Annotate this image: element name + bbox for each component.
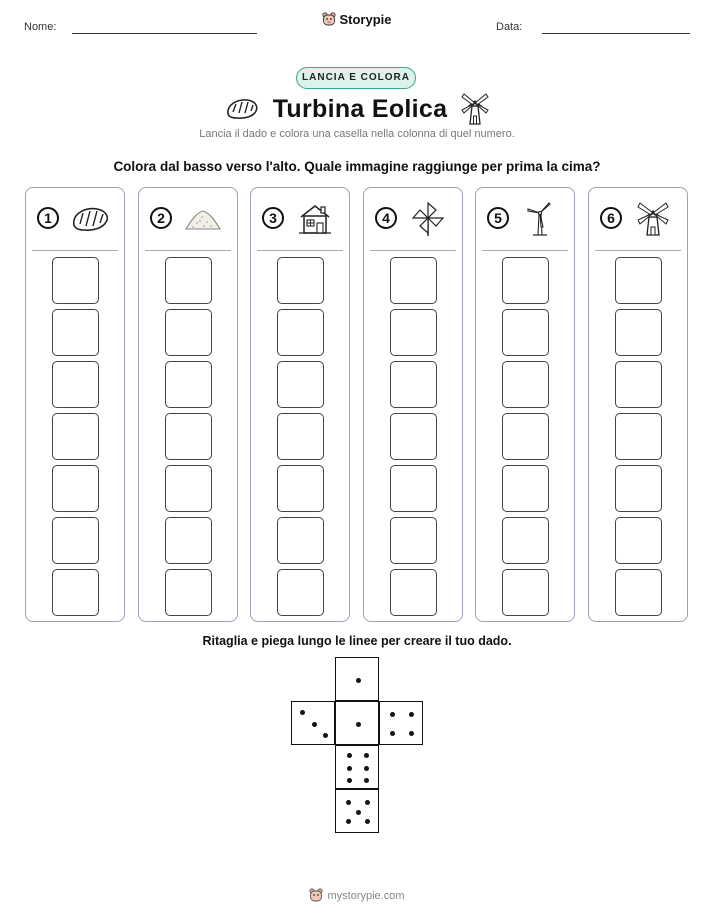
color-box[interactable]	[277, 413, 324, 460]
column-1	[25, 187, 125, 622]
color-box[interactable]	[277, 517, 324, 564]
pinwheel-icon	[408, 201, 448, 237]
color-box[interactable]	[277, 257, 324, 304]
dice-pip	[300, 710, 305, 715]
color-box[interactable]	[390, 309, 437, 356]
column-header	[139, 188, 237, 250]
color-box[interactable]	[165, 413, 212, 460]
column-divider	[145, 250, 231, 251]
dice-pip	[409, 731, 414, 736]
dice-pip	[347, 753, 352, 758]
color-box[interactable]	[165, 517, 212, 564]
color-box[interactable]	[615, 361, 662, 408]
color-box[interactable]	[390, 465, 437, 512]
dice-pip	[364, 753, 369, 758]
column-3	[250, 187, 350, 622]
column-divider	[32, 250, 118, 251]
color-box[interactable]	[52, 465, 99, 512]
color-box[interactable]	[615, 465, 662, 512]
column-header	[589, 188, 687, 250]
storypie-footer-logo-icon	[309, 888, 323, 903]
brand	[0, 12, 714, 30]
color-box[interactable]	[277, 309, 324, 356]
dice-pip	[356, 678, 361, 683]
title-row	[0, 92, 714, 126]
brand-name: Storypie	[339, 12, 392, 27]
subtitle: Lancia il dado e colora una casella nella colonna di quel numero.	[199, 128, 515, 140]
color-box[interactable]	[615, 257, 662, 304]
column-divider	[482, 250, 568, 251]
instruction-top: Colora dal basso verso l'alto. Quale immagine raggiunge per prima la cima?	[113, 159, 601, 174]
dice-pip	[364, 778, 369, 783]
color-box[interactable]	[615, 413, 662, 460]
column-divider	[595, 250, 681, 251]
color-box[interactable]	[52, 413, 99, 460]
instruction-bottom: Ritaglia e piega lungo le linee per creare il tuo dado.	[202, 634, 512, 648]
dice-pip	[356, 722, 361, 727]
dice-pip	[312, 722, 317, 727]
color-box[interactable]	[277, 569, 324, 616]
color-box[interactable]	[52, 257, 99, 304]
dice-pip	[346, 819, 351, 824]
color-box[interactable]	[390, 361, 437, 408]
column-header	[364, 188, 462, 250]
category-badge: LANCIA E COLORA	[296, 67, 416, 89]
color-box[interactable]	[165, 569, 212, 616]
footer-url: mystorypie.com	[327, 889, 405, 902]
flour-pile-icon	[183, 201, 223, 237]
windmill-icon	[461, 92, 489, 126]
column-number: 3	[262, 207, 284, 229]
color-box[interactable]	[165, 257, 212, 304]
windmill-icon	[633, 201, 673, 237]
color-box[interactable]	[502, 413, 549, 460]
bread-icon	[225, 97, 259, 121]
color-box[interactable]	[390, 413, 437, 460]
color-box[interactable]	[52, 361, 99, 408]
column-header	[476, 188, 574, 250]
dice-pip	[365, 819, 370, 824]
dice-pip	[346, 800, 351, 805]
column-number: 2	[150, 207, 172, 229]
color-box[interactable]	[615, 517, 662, 564]
dice-pip	[390, 712, 395, 717]
column-divider	[257, 250, 343, 251]
color-box[interactable]	[390, 569, 437, 616]
color-box[interactable]	[52, 517, 99, 564]
color-box[interactable]	[165, 465, 212, 512]
page-title: Turbina Eolica	[272, 94, 448, 123]
color-box[interactable]	[165, 309, 212, 356]
dice-face-bottom	[335, 789, 379, 833]
color-box[interactable]	[502, 465, 549, 512]
dice-pip	[390, 731, 395, 736]
dice-pip	[365, 800, 370, 805]
color-box[interactable]	[277, 361, 324, 408]
color-box[interactable]	[390, 517, 437, 564]
column-4	[363, 187, 463, 622]
column-number: 4	[375, 207, 397, 229]
wind-turbine-icon	[520, 201, 560, 237]
color-box[interactable]	[502, 569, 549, 616]
dice-pip	[364, 766, 369, 771]
date-line[interactable]	[542, 33, 690, 34]
column-divider	[370, 250, 456, 251]
column-header	[26, 188, 124, 250]
color-box[interactable]	[502, 309, 549, 356]
dice-pip	[347, 778, 352, 783]
color-box[interactable]	[165, 361, 212, 408]
column-5	[475, 187, 575, 622]
color-box[interactable]	[502, 257, 549, 304]
color-box[interactable]	[277, 465, 324, 512]
house-icon	[295, 201, 335, 237]
name-label: Nome:	[24, 21, 57, 33]
color-box[interactable]	[52, 309, 99, 356]
color-box[interactable]	[52, 569, 99, 616]
dice-face-center	[335, 701, 379, 745]
column-number: 6	[600, 207, 622, 229]
color-box[interactable]	[615, 569, 662, 616]
color-box[interactable]	[502, 361, 549, 408]
dice-face-below	[335, 745, 379, 789]
footer	[0, 888, 714, 906]
storypie-logo-icon	[322, 12, 336, 27]
column-header	[251, 188, 349, 250]
dice-face-right	[379, 701, 423, 745]
column-6	[588, 187, 688, 622]
dice-face-left	[291, 701, 335, 745]
color-box[interactable]	[390, 257, 437, 304]
dice-pip	[409, 712, 414, 717]
dice-pip	[356, 810, 361, 815]
column-number: 1	[37, 207, 59, 229]
dice-pip	[323, 733, 328, 738]
column-2	[138, 187, 238, 622]
name-line[interactable]	[72, 33, 257, 34]
bread-icon	[70, 201, 110, 237]
color-box[interactable]	[502, 517, 549, 564]
dice-face-top	[335, 657, 379, 701]
dice-pip	[347, 766, 352, 771]
column-number: 5	[487, 207, 509, 229]
date-label: Data:	[496, 21, 523, 33]
color-box[interactable]	[615, 309, 662, 356]
